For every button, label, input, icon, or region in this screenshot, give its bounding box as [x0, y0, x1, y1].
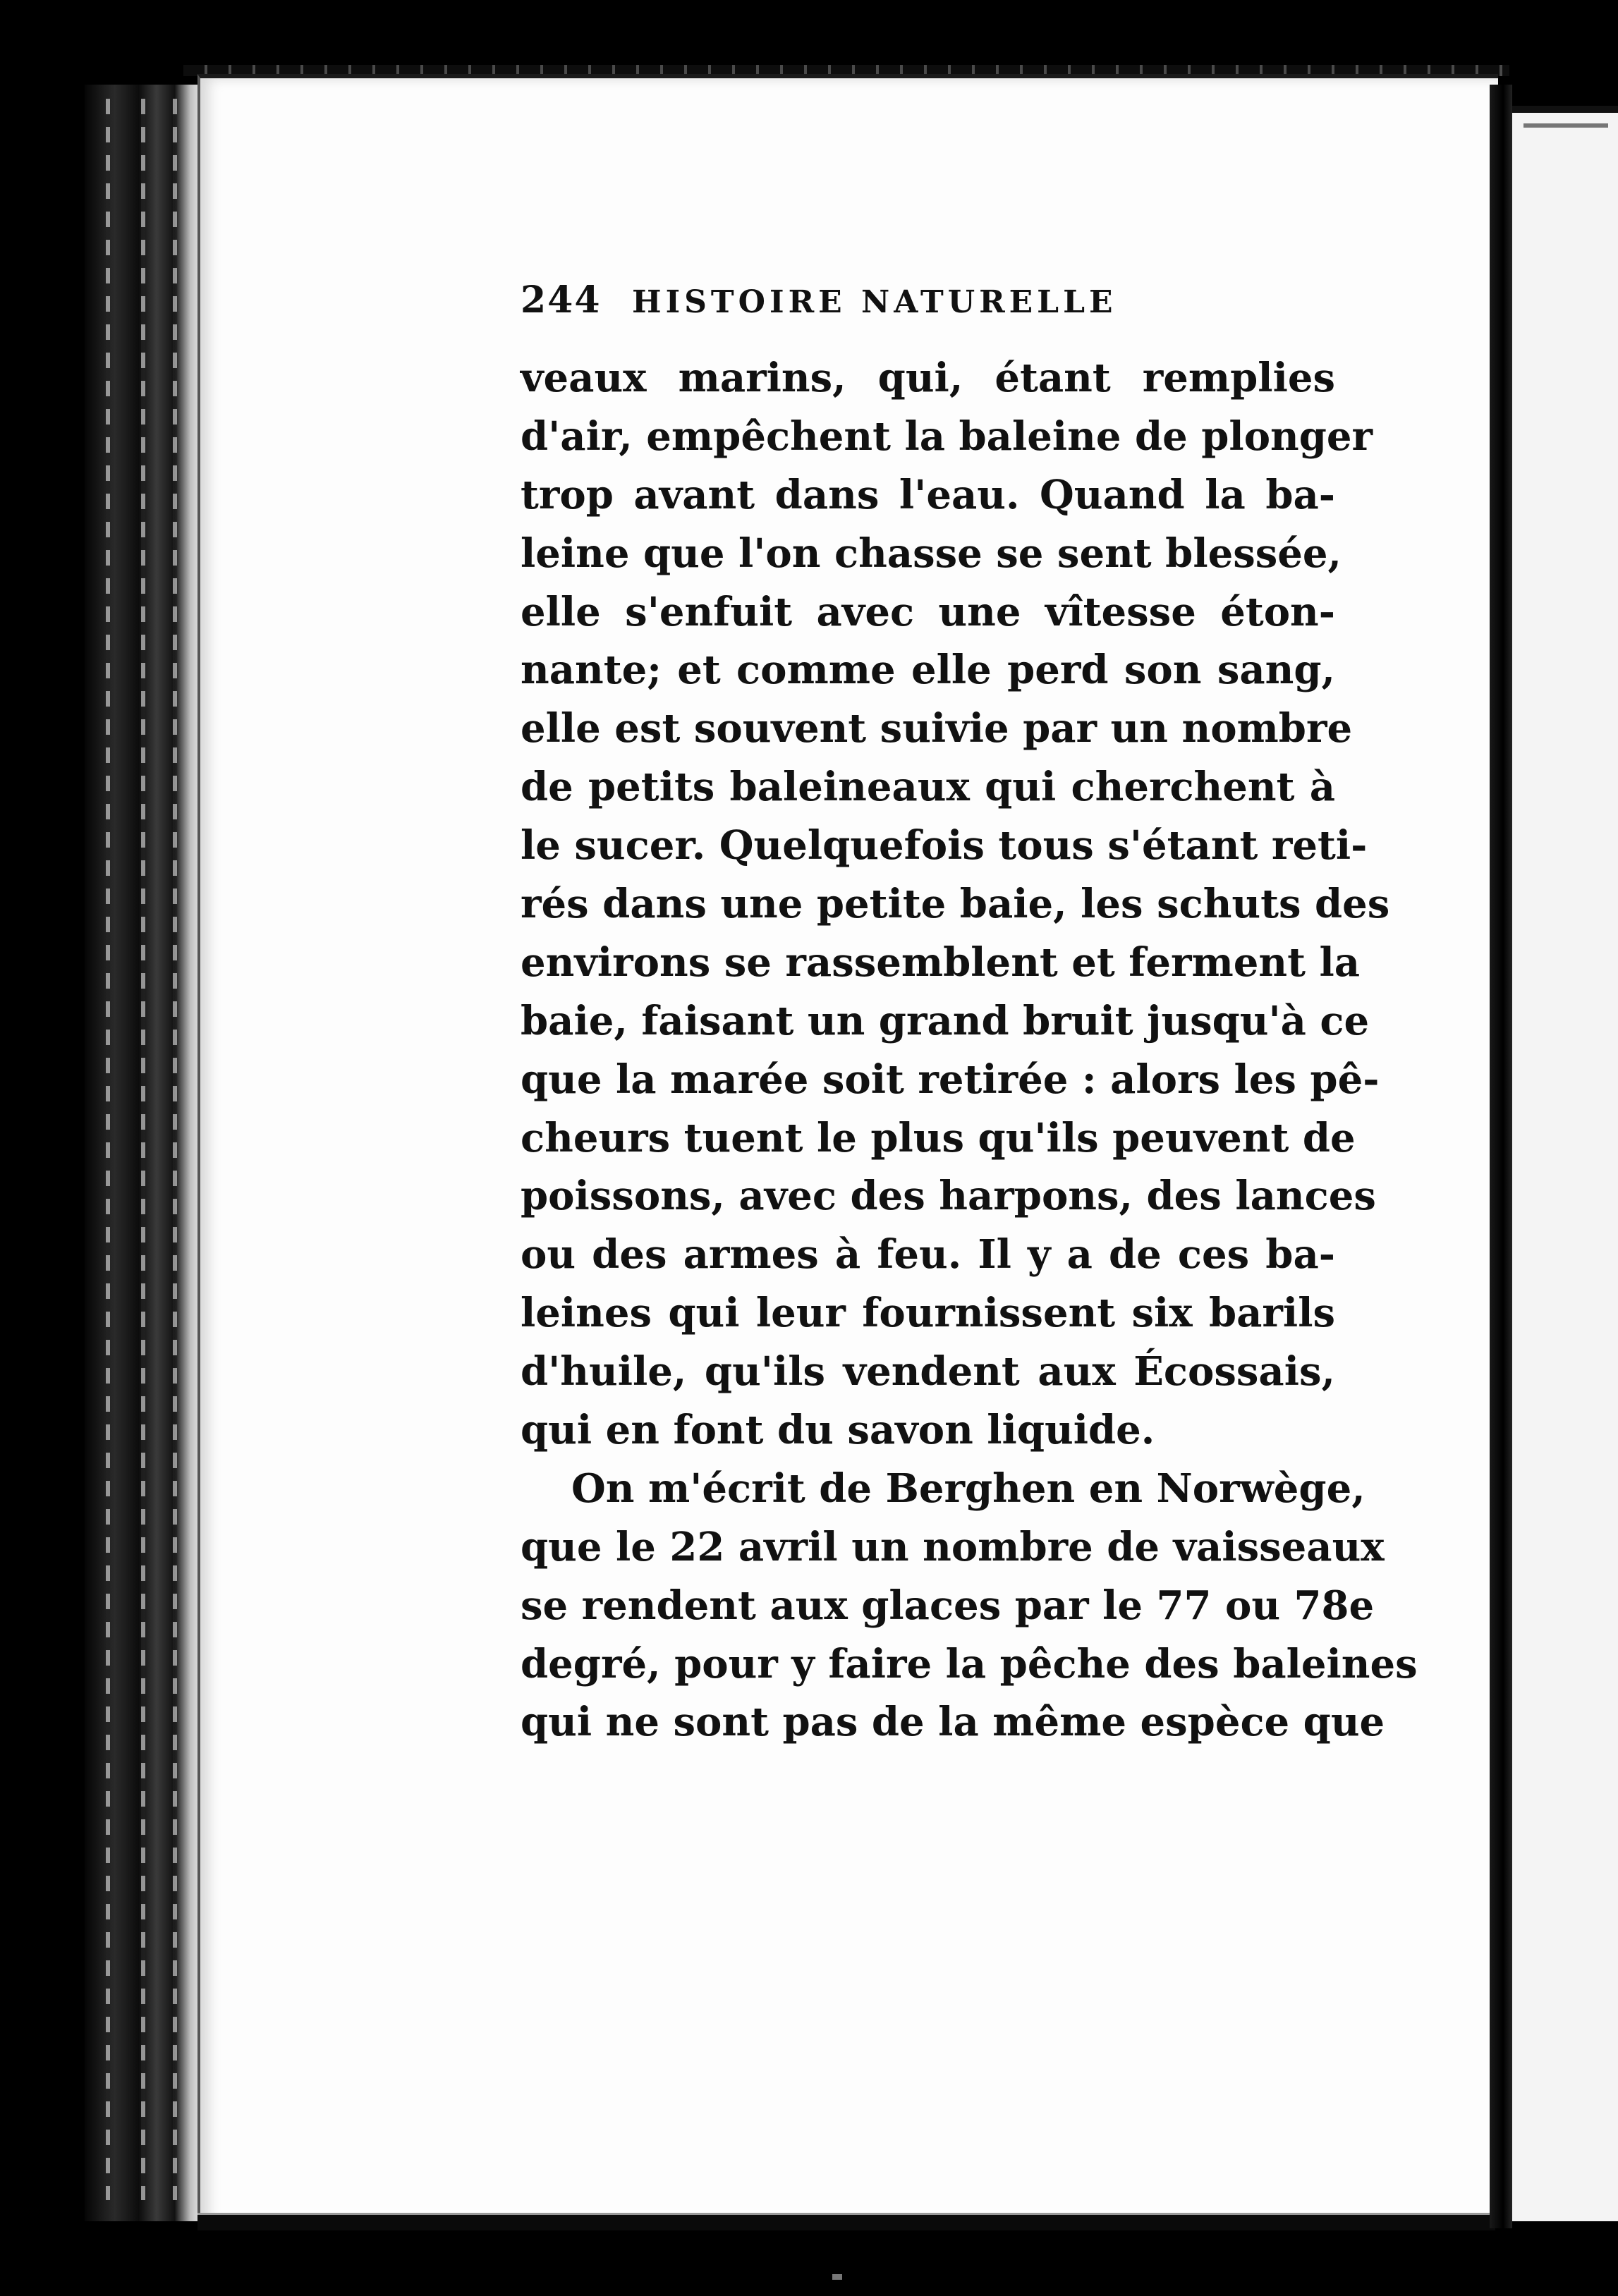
running-head: [521, 279, 1335, 349]
text-line: veaux marins, qui, étant remplies: [521, 355, 1335, 401]
adjacent-page: [1512, 106, 1618, 2221]
text-line: de petits baleineaux qui cherchent à: [521, 764, 1335, 811]
text-line: ou des armes à feu. Il y a de ces ba-: [521, 1231, 1335, 1278]
text-line: le sucer. Quelquefois tous s'étant reti-: [521, 822, 1368, 869]
text-line: se rendent aux glaces par le 77 ou 78e: [521, 1582, 1375, 1629]
text-line: environs se rassemblent et ferment la: [521, 939, 1360, 986]
text-line: cheurs tuent le plus qu'ils peuvent de: [521, 1114, 1356, 1161]
running-head-title: HISTOIRE NATURELLE: [632, 284, 1117, 320]
text-line: d'huile, qu'ils vendent aux Écossais,: [521, 1348, 1335, 1396]
text-line: qui en font du savon liquide.: [521, 1407, 1155, 1454]
text-line: elle est souvent suivie par un nombre: [521, 705, 1353, 752]
page-edge-stripe: [141, 99, 145, 2200]
paragraph-1: [521, 349, 1390, 1460]
text-line: leines qui leur fournissent six barils: [521, 1290, 1335, 1337]
text-line: d'air, empêchent la baleine de plonger: [521, 413, 1373, 460]
text-line: baie, faisant un grand bruit jusqu'à ce: [521, 997, 1370, 1044]
page-edge-stripe: [173, 99, 177, 2200]
text-line: trop avant dans l'eau. Quand la ba-: [521, 471, 1335, 518]
text-line: nante; et comme elle perd son sang,: [521, 647, 1335, 694]
paragraph-2: [521, 1460, 1418, 1752]
page-text-block: [521, 279, 1418, 1752]
scan-speck: [832, 2274, 842, 2280]
page-bottom-edge: [197, 2213, 1495, 2230]
text-line: que le 22 avril un nombre de vaisseaux: [521, 1523, 1385, 1570]
text-line: que la marée soit retirée : alors les pê-: [521, 1056, 1380, 1103]
text-line: On m'écrit de Berghen en Norwège,: [571, 1465, 1365, 1512]
text-line: poissons, avec des harpons, des lances: [521, 1173, 1376, 1220]
page-number: 244: [521, 279, 602, 322]
text-line: qui ne sont pas de la même espèce que: [521, 1699, 1385, 1746]
adjacent-page-mark: [1523, 123, 1608, 128]
page-edge-stripe: [106, 99, 110, 2200]
text-line: degré, pour y faire la pêche des baleines: [521, 1640, 1418, 1687]
text-line: rés dans une petite baie, les schuts des: [521, 881, 1390, 928]
book-gutter: [1490, 85, 1512, 2228]
text-line: elle s'enfuit avec une vîtesse éton-: [521, 588, 1335, 635]
text-line: leine que l'on chasse se sent blessée,: [521, 530, 1342, 577]
